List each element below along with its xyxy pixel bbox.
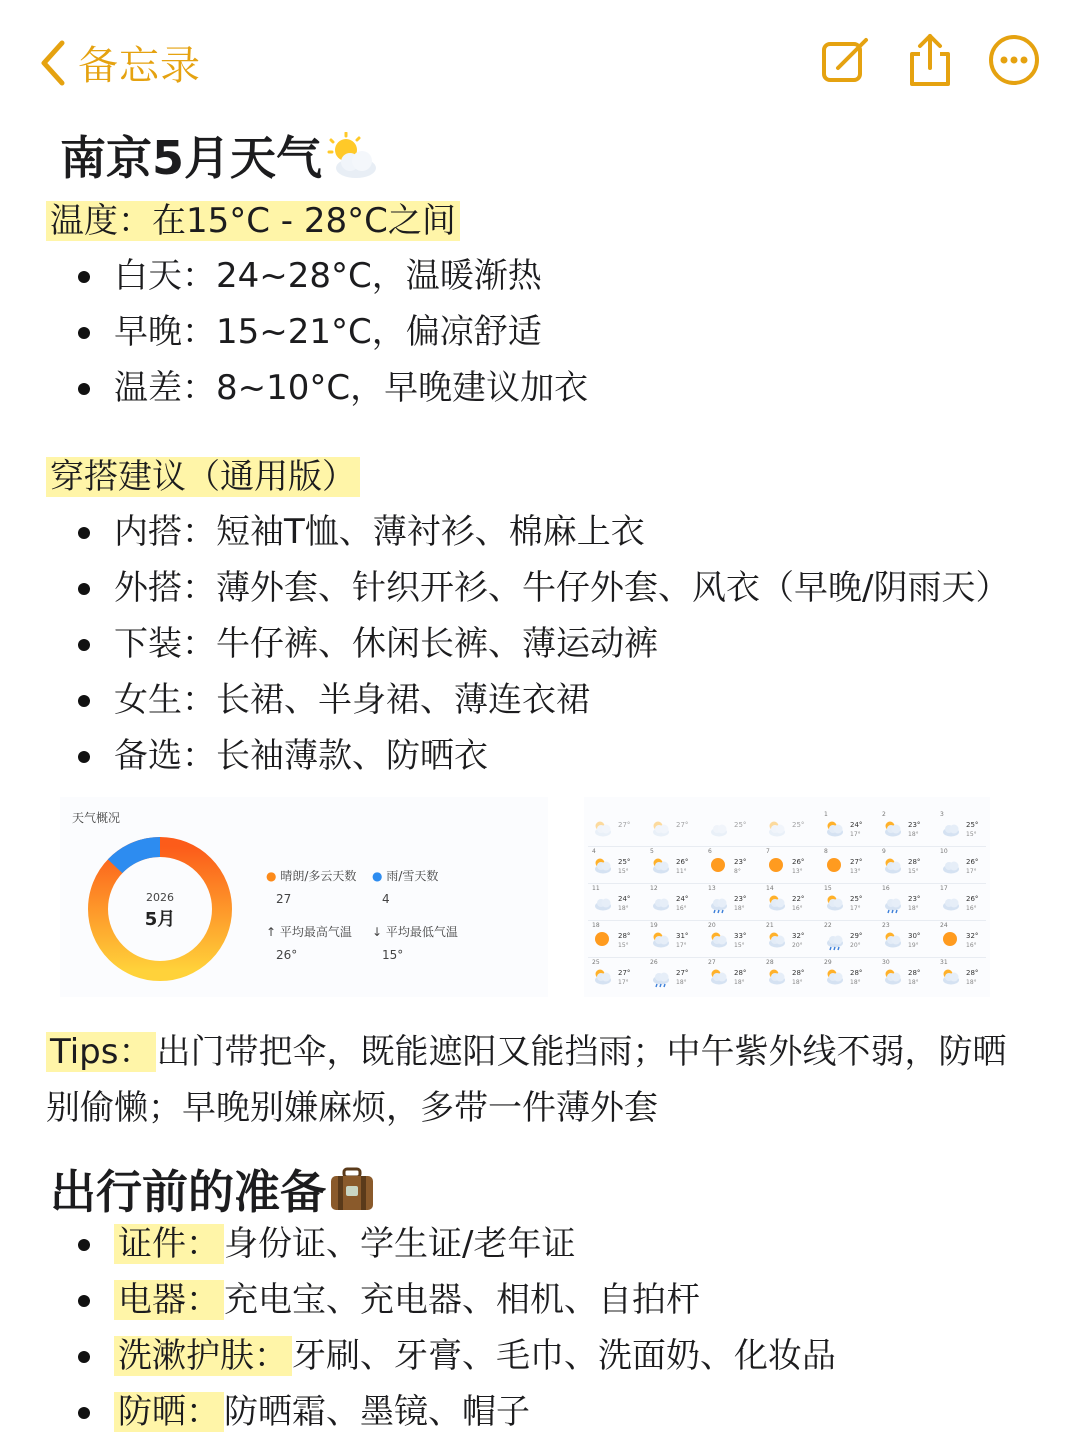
rain-days-value: 4 [382,892,390,906]
weather-partly-icon [766,930,788,952]
calendar-low-temp: 15° [618,868,629,875]
list-item: 早晚：15~21°C，偏凉舒适 [70,304,588,360]
calendar-day-number: 11 [592,885,600,892]
calendar-day-number: 19 [650,922,658,929]
calendar-day-cell [648,848,702,883]
prep-key: 电器： [114,1280,224,1320]
sun-behind-cloud-icon [326,132,378,191]
calendar-day-number: 27 [708,959,716,966]
calendar-row-divider [588,957,986,958]
weather-sun-icon [940,930,962,952]
weather-partly-icon [766,893,788,915]
calendar-high-temp: 24° [850,821,863,829]
calendar-low-temp: 13° [792,868,803,875]
note-title-text: 南京5月天气 [60,131,323,185]
calendar-day-cell [938,959,992,994]
prep-list [70,1216,836,1440]
calendar-day-cell [706,922,760,957]
calendar-day-cell [764,811,818,846]
calendar-day-number: 23 [882,922,890,929]
calendar-day-number: 18 [592,922,600,929]
sunny-days-stat: ● 晴朗/多云天数 27 [266,869,357,906]
list-item [70,1216,836,1272]
calendar-day-number: 30 [882,959,890,966]
calendar-high-temp: 24° [618,895,631,903]
rain-days-stat: ● 雨/雪天数 4 [372,869,439,906]
weather-rain-icon [650,967,672,989]
calendar-day-number: 10 [940,848,948,855]
calendar-day-cell [764,959,818,994]
tips-paragraph [46,1024,1036,1136]
weather-partly-icon [824,967,846,989]
calendar-low-temp: 16° [966,905,977,912]
calendar-high-temp: 23° [734,858,747,866]
weather-partly-icon [882,930,904,952]
calendar-low-temp: 18° [966,979,977,986]
weather-partly-icon [766,819,788,841]
calendar-day-number: 6 [708,848,712,855]
list-item [70,1272,836,1328]
calendar-high-temp: 27° [618,969,631,977]
calendar-high-temp: 25° [850,895,863,903]
outfit-heading-text: 穿搭建议（通用版） [46,457,360,497]
calendar-low-temp: 15° [908,868,919,875]
calendar-row-divider [588,883,986,884]
calendar-high-temp: 27° [676,821,689,829]
calendar-day-cell [880,811,934,846]
calendar-day-cell [938,922,992,957]
calendar-low-temp: 11° [676,868,687,875]
calendar-day-number: 16 [882,885,890,892]
calendar-high-temp: 32° [966,932,979,940]
prep-key: 洗漱护肤： [114,1336,292,1376]
top-bar [0,0,1080,120]
calendar-high-temp: 26° [966,895,979,903]
calendar-day-cell [822,811,876,846]
calendar-day-cell [822,848,876,883]
calendar-low-temp: 18° [908,979,919,986]
calendar-day-number: 25 [592,959,600,966]
list-item: 温差：8~10°C，早晚建议加衣 [70,360,588,416]
calendar-day-cell [764,885,818,920]
list-item: 白天：24~28°C，温暖渐热 [70,248,588,304]
weather-partly-icon [766,967,788,989]
weather-cloud-icon [650,893,672,915]
calendar-high-temp: 22° [792,895,805,903]
calendar-high-temp: 28° [908,858,921,866]
calendar-day-cell [590,922,644,957]
calendar-low-temp: 15° [966,831,977,838]
calendar-day-cell [706,848,760,883]
calendar-high-temp: 25° [734,821,747,829]
calendar-day-number: 22 [824,922,832,929]
calendar-high-temp: 23° [734,895,747,903]
share-icon[interactable] [902,32,958,88]
calendar-high-temp: 28° [966,969,979,977]
calendar-day-number: 8 [824,848,828,855]
calendar-day-cell [648,885,702,920]
calendar-day-number: 7 [766,848,770,855]
calendar-day-cell [648,811,702,846]
list-item: 外搭：薄外套、针织开衫、牛仔外套、风衣（早晚/阴雨天） [70,560,1009,616]
calendar-day-cell [822,959,876,994]
weather-overview-image [60,797,548,997]
calendar-day-number: 4 [592,848,596,855]
calendar-high-temp: 31° [676,932,689,940]
weather-donut [80,829,240,989]
weather-partly-icon [650,819,672,841]
calendar-day-cell [880,922,934,957]
tips-text: 出门带把伞，既能遮阳又能挡雨；中午紫外线不弱，防晒别偷懒；早晚别嫌麻烦，多带一件薄外套 [46,1032,1007,1128]
calendar-low-temp: 18° [908,905,919,912]
weather-rain-icon [708,893,730,915]
weather-partly-icon [824,819,846,841]
weather-cloud-icon [940,893,962,915]
calendar-day-cell [822,922,876,957]
calendar-low-temp: 16° [792,905,803,912]
more-icon[interactable] [986,32,1042,88]
calendar-day-cell [938,885,992,920]
rain-days-label: 雨/雪天数 [386,869,439,883]
calendar-day-number: 26 [650,959,658,966]
calendar-day-cell [706,811,760,846]
calendar-high-temp: 30° [908,932,921,940]
calendar-day-cell [822,885,876,920]
weather-partly-icon [882,856,904,878]
prep-key: 防晒： [114,1392,224,1432]
weather-rain-icon [882,893,904,915]
calendar-day-number: 13 [708,885,716,892]
outfit-list [70,504,1009,784]
calendar-low-temp: 17° [966,868,977,875]
calendar-day-number: 21 [766,922,774,929]
weather-cloud-icon [940,819,962,841]
prep-value: 牙刷、牙膏、毛巾、洗面奶、化妆品 [292,1336,836,1376]
donut-rain-segment [115,847,160,866]
calendar-day-number: 3 [940,811,944,818]
calendar-high-temp: 25° [966,821,979,829]
calendar-high-temp: 25° [618,858,631,866]
weather-partly-icon [592,967,614,989]
calendar-day-cell [880,885,934,920]
tips-label: Tips： [46,1032,156,1072]
prep-key: 证件： [114,1224,224,1264]
list-item: 备选：长袖薄款、防晒衣 [70,728,1009,784]
sunny-days-value: 27 [276,892,292,906]
back-label: 备忘录 [78,43,201,89]
weather-partly-icon [592,819,614,841]
calendar-high-temp: 29° [850,932,863,940]
prep-heading [50,1156,376,1225]
calendar-high-temp: 23° [908,895,921,903]
outfit-heading [46,452,360,502]
calendar-day-cell [938,848,992,883]
temperature-list [70,248,588,416]
chevron-left-icon [38,39,68,87]
list-item [70,1328,836,1384]
calendar-high-temp: 26° [792,858,805,866]
calendar-day-cell [590,848,644,883]
prep-heading-text: 出行前的准备 [50,1165,326,1219]
calendar-high-temp: 28° [792,969,805,977]
calendar-low-temp: 8° [734,868,741,875]
calendar-low-temp: 15° [734,942,745,949]
calendar-high-temp: 24° [676,895,689,903]
calendar-low-temp: 16° [676,905,687,912]
calendar-high-temp: 23° [908,821,921,829]
list-item: 女生：长裙、半身裙、薄连衣裙 [70,672,1009,728]
weather-partly-icon [650,856,672,878]
calendar-high-temp: 26° [676,858,689,866]
calendar-high-temp: 26° [966,858,979,866]
calendar-low-temp: 16° [966,942,977,949]
calendar-high-temp: 32° [792,932,805,940]
calendar-high-temp: 33° [734,932,747,940]
calendar-day-number: 15 [824,885,832,892]
temperature-heading [46,196,460,246]
weather-sun-icon [766,856,788,878]
donut-year: 2026 [146,891,174,904]
weather-rain-icon [824,930,846,952]
calendar-day-number: 12 [650,885,658,892]
avg-low-value: 15° [382,948,404,962]
prep-value: 身份证、学生证/老年证 [224,1224,576,1264]
calendar-day-number: 28 [766,959,774,966]
weather-cloud-icon [708,819,730,841]
calendar-low-temp: 18° [792,979,803,986]
calendar-day-cell [880,848,934,883]
calendar-low-temp: 18° [618,905,629,912]
calendar-low-temp: 18° [850,979,861,986]
calendar-high-temp: 27° [676,969,689,977]
overview-label: 天气概况 [72,811,121,825]
calendar-day-cell [590,959,644,994]
calendar-day-cell [880,959,934,994]
calendar-day-number: 5 [650,848,654,855]
weather-sun-icon [824,856,846,878]
weather-sun-icon [708,856,730,878]
calendar-day-cell [706,885,760,920]
avg-high-stat: ↑ 平均最高气温 26° [266,925,352,962]
calendar-day-cell [938,811,992,846]
calendar-low-temp: 13° [850,868,861,875]
calendar-low-temp: 17° [850,905,861,912]
calendar-day-number: 17 [940,885,948,892]
calendar-day-number: 29 [824,959,832,966]
calendar-high-temp: 28° [908,969,921,977]
prep-value: 防晒霜、墨镜、帽子 [224,1392,530,1432]
calendar-low-temp: 15° [618,942,629,949]
calendar-day-number: 20 [708,922,716,929]
calendar-low-temp: 17° [676,942,687,949]
calendar-day-number: 2 [882,811,886,818]
donut-month: 5月 [144,909,176,930]
calendar-high-temp: 28° [618,932,631,940]
weather-partly-icon [882,819,904,841]
calendar-high-temp: 28° [850,969,863,977]
calendar-day-cell [590,885,644,920]
calendar-low-temp: 20° [792,942,803,949]
list-item [70,1384,836,1440]
avg-low-stat: ↓ 平均最低气温 15° [372,925,458,962]
calendar-day-cell [706,959,760,994]
note-title [60,122,378,191]
weather-calendar-image [584,797,990,997]
list-item: 内搭：短袖T恤、薄衬衫、棉麻上衣 [70,504,1009,560]
avg-high-label: 平均最高气温 [279,925,352,939]
calendar-high-temp: 27° [618,821,631,829]
avg-high-value: 26° [276,948,298,962]
calendar-day-cell [648,922,702,957]
weather-sun-icon [592,930,614,952]
calendar-day-number: 31 [940,959,948,966]
weather-partly-icon [708,930,730,952]
avg-low-label: 平均最低气温 [385,925,458,939]
calendar-day-number: 24 [940,922,948,929]
calendar-day-number: 9 [882,848,886,855]
calendar-day-cell [590,811,644,846]
calendar-low-temp: 17° [618,979,629,986]
temperature-heading-text: 温度：在15°C - 28°C之间 [46,201,460,241]
calendar-day-cell [648,959,702,994]
back-button[interactable] [38,34,201,91]
calendar-low-temp: 20° [850,942,861,949]
sunny-days-label: 晴朗/多云天数 [280,869,357,883]
calendar-day-number: 1 [824,811,828,818]
weather-partly-icon [708,967,730,989]
compose-icon[interactable] [818,32,874,88]
calendar-low-temp: 17° [850,831,861,838]
calendar-low-temp: 19° [908,942,919,949]
weather-cloud-icon [940,856,962,878]
calendar-low-temp: 18° [908,831,919,838]
calendar-high-temp: 25° [792,821,805,829]
list-item: 下装：牛仔裤、休闲长裤、薄运动裤 [70,616,1009,672]
calendar-day-number: 14 [766,885,774,892]
weather-partly-icon [650,930,672,952]
calendar-high-temp: 27° [850,858,863,866]
calendar-day-cell [764,922,818,957]
calendar-low-temp: 18° [676,979,687,986]
calendar-low-temp: 18° [734,905,745,912]
calendar-row-divider [588,920,986,921]
weather-cloud-icon [592,893,614,915]
prep-value: 充电宝、充电器、相机、自拍杆 [224,1280,700,1320]
weather-partly-icon [592,856,614,878]
weather-partly-icon [882,967,904,989]
calendar-high-temp: 28° [734,969,747,977]
calendar-day-cell [764,848,818,883]
calendar-low-temp: 18° [734,979,745,986]
weather-partly-icon [824,893,846,915]
weather-partly-icon [940,967,962,989]
calendar-row-divider [588,846,986,847]
